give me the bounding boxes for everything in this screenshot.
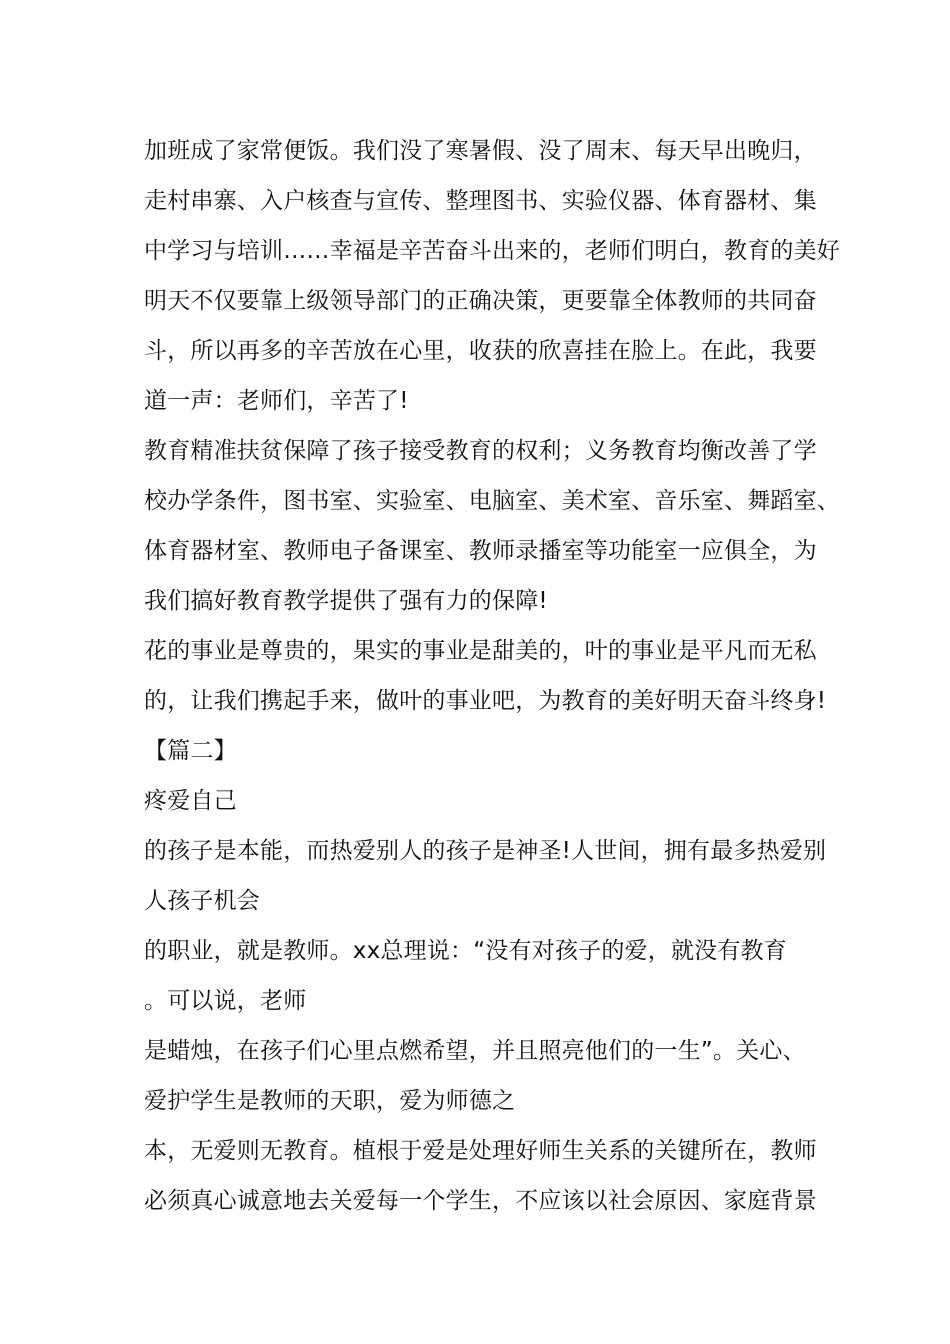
text-line: 必须真心诚意地去关爱每一个学生，不应该以社会原因、家庭背景 (144, 1188, 817, 1214)
section-heading: 【篇二】 (144, 738, 237, 764)
text-line: 斗，所以再多的辛苦放在心里，收获的欣喜挂在脸上。在此，我要 (144, 338, 817, 364)
text-line: 道一声：老师们，辛苦了! (144, 388, 409, 414)
text-line: 中学习与培训……幸福是辛苦奋斗出来的，老师们明白，教育的美好 (144, 238, 840, 264)
text-line: 的，让我们携起手来，做叶的事业吧，为教育的美好明天奋斗终身! (144, 688, 827, 714)
text-line: 的孩子是本能，而热爱别人的孩子是神圣!人世间，拥有最多热爱别 (144, 838, 827, 864)
text-line: 走村串寨、入户核查与宣传、整理图书、实验仪器、体育器材、集 (144, 188, 817, 214)
text-line: 我们搞好教育教学提供了强有力的保障! (144, 588, 548, 614)
text-line: 疼爱自己 (144, 788, 237, 814)
text-line: 体育器材室、教师电子备课室、教师录播室等功能室一应俱全，为 (144, 538, 817, 564)
text-line: 的职业，就是教师。xx总理说：“没有对孩子的爱，就没有教育 (144, 938, 787, 964)
text-line: 本，无爱则无教育。植根于爱是处理好师生关系的关键所在，教师 (144, 1138, 817, 1164)
text-line: 。可以说，老师 (144, 988, 307, 1014)
text-line: 是蜡烛，在孩子们心里点燃希望，并且照亮他们的一生”。关心、 (144, 1038, 806, 1064)
text-line: 爱护学生是教师的天职，爱为师德之 (144, 1088, 516, 1114)
text-line: 教育精准扶贫保障了孩子接受教育的权利；义务教育均衡改善了学 (144, 438, 817, 464)
text-line: 校办学条件，图书室、实验室、电脑室、美术室、音乐室、舞蹈室、 (144, 488, 840, 514)
body-text (144, 126, 840, 1226)
text-line: 加班成了家常便饭。我们没了寒暑假、没了周末、每天早出晚归， (144, 138, 817, 164)
text-line: 人孩子机会 (144, 888, 260, 914)
text-line: 花的事业是尊贵的，果实的事业是甜美的，叶的事业是平凡而无私 (144, 638, 817, 664)
text-line: 明天不仅要靠上级领导部门的正确决策，更要靠全体教师的共同奋 (144, 288, 817, 314)
